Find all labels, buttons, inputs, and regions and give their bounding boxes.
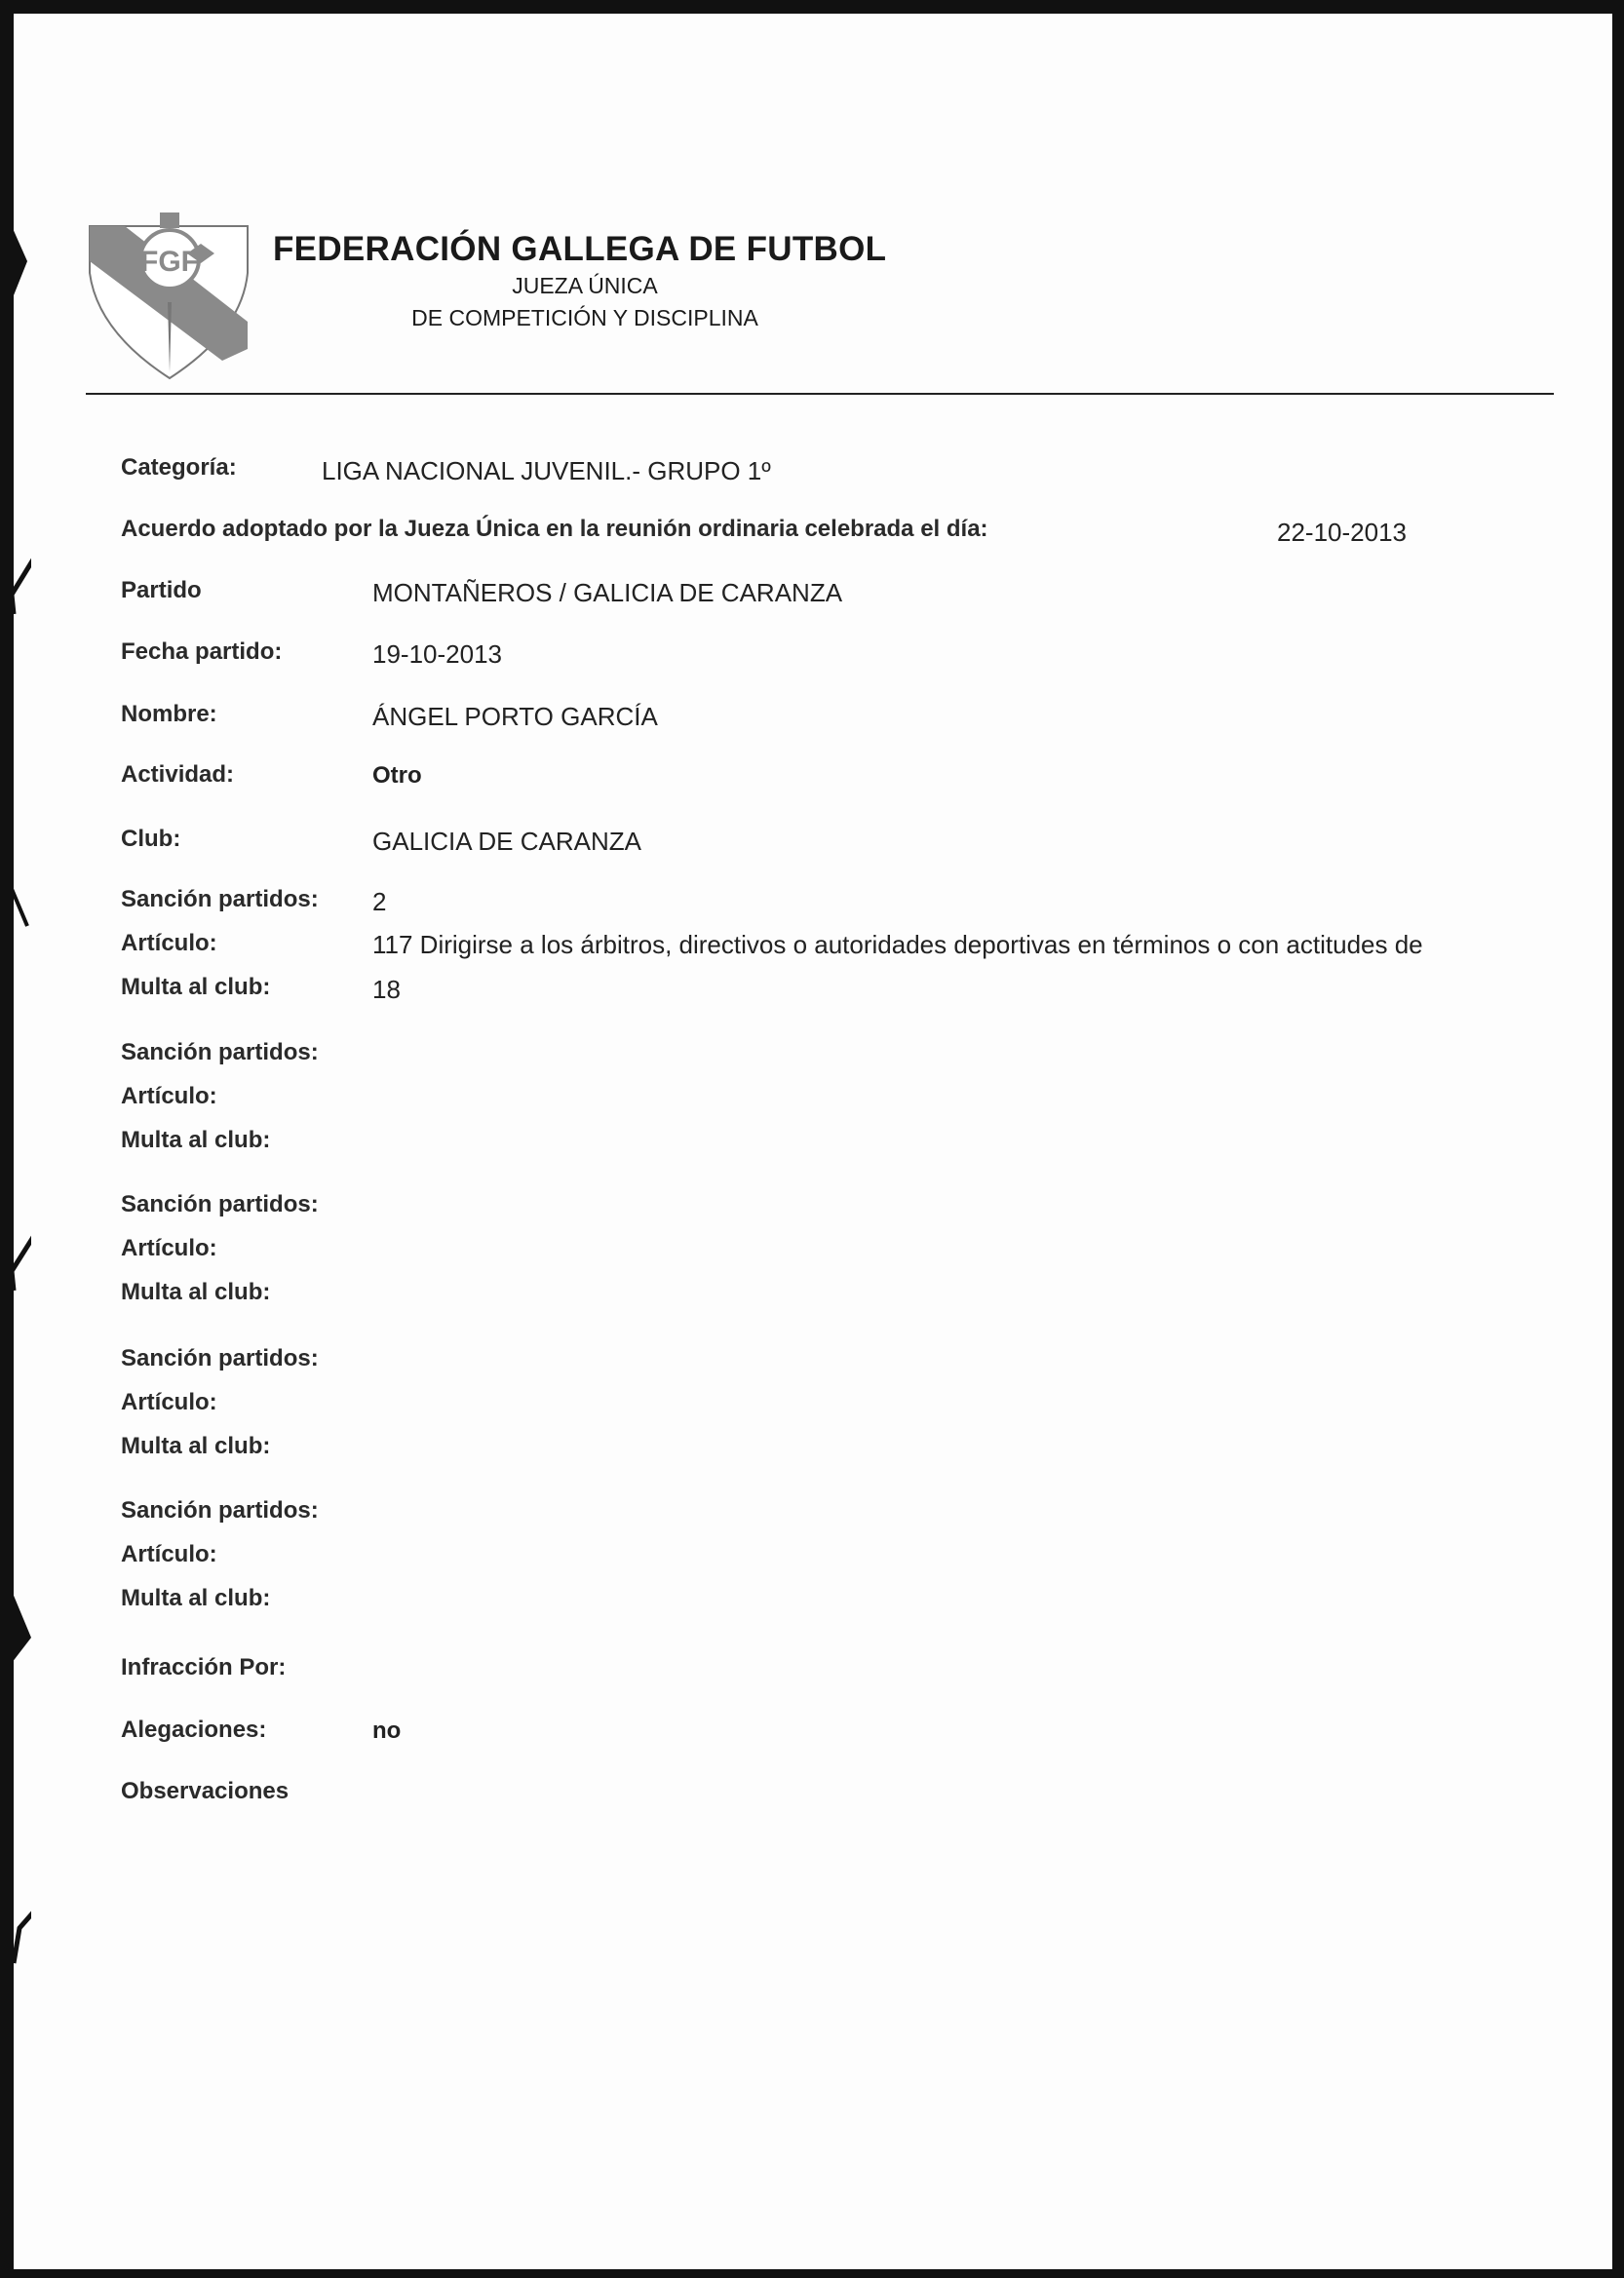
partido-value: MONTAÑEROS / GALICIA DE CARANZA <box>372 578 843 607</box>
categoria-label: Categoría: <box>121 454 237 481</box>
scan-notch <box>14 556 31 614</box>
alegaciones-value: no <box>372 1718 402 1744</box>
acuerdo-label: Acuerdo adoptado por la Jueza Única en la reunión ordinaria celebrada el día: <box>121 516 988 542</box>
multa-club-label: Multa al club: <box>121 1279 271 1305</box>
infraccion-label: Infracción Por: <box>121 1654 287 1680</box>
articulo-label: Artículo: <box>121 930 217 956</box>
sancion-partidos-label: Sanción partidos: <box>121 1497 319 1524</box>
articulo-label: Artículo: <box>121 1083 217 1109</box>
federation-name: FEDERACIÓN GALLEGA DE FUTBOL <box>273 230 887 268</box>
articulo-label: Artículo: <box>121 1235 217 1261</box>
scan-notch <box>14 889 31 938</box>
federation-crest-logo <box>86 205 253 382</box>
fecha-partido-label: Fecha partido: <box>121 638 283 665</box>
articulo-label: Artículo: <box>121 1541 217 1567</box>
document-page <box>14 14 1612 2269</box>
articulo-label: Artículo: <box>121 1389 217 1415</box>
observaciones-label: Observaciones <box>121 1778 290 1804</box>
scan-notch <box>14 1905 31 1969</box>
acuerdo-date: 22-10-2013 <box>1277 518 1407 547</box>
scan-notch <box>14 226 31 300</box>
sancion-partidos-label: Sanción partidos: <box>121 1191 319 1217</box>
header-subtitle-line1: JUEZA ÚNICA <box>512 273 658 298</box>
multa-club-label: Multa al club: <box>121 1433 271 1459</box>
multa-club-label: Multa al club: <box>121 974 271 1000</box>
club-value: GALICIA DE CARANZA <box>372 827 641 856</box>
alegaciones-label: Alegaciones: <box>121 1717 267 1743</box>
nombre-label: Nombre: <box>121 701 217 727</box>
header-subtitle-line2: DE COMPETICIÓN Y DISCIPLINA <box>411 305 758 330</box>
fecha-partido-value: 19-10-2013 <box>372 639 502 669</box>
sancion-partidos-label: Sanción partidos: <box>121 1039 319 1065</box>
crest-letters: FGF <box>140 246 199 278</box>
scan-notch <box>14 1232 31 1291</box>
sancion-partidos-label: Sanción partidos: <box>121 886 319 912</box>
categoria-value: LIGA NACIONAL JUVENIL.- GRUPO 1º <box>322 456 771 485</box>
header-divider <box>86 393 1554 395</box>
club-label: Club: <box>121 826 181 852</box>
sancion-partidos-label: Sanción partidos: <box>121 1345 319 1371</box>
partido-label: Partido <box>121 577 202 603</box>
scan-notch <box>14 1591 31 1663</box>
actividad-value: Otro <box>372 762 422 789</box>
sancion-partidos-value: 2 <box>372 887 387 916</box>
nombre-value: ÁNGEL PORTO GARCÍA <box>372 702 658 731</box>
articulo-value: 117 Dirigirse a los árbitros, directivos o autoridades deportivas en términos o con actitudes de <box>372 930 1423 959</box>
multa-club-label: Multa al club: <box>121 1127 271 1153</box>
actividad-label: Actividad: <box>121 761 235 788</box>
multa-club-value: 18 <box>372 975 401 1004</box>
multa-club-label: Multa al club: <box>121 1585 271 1611</box>
